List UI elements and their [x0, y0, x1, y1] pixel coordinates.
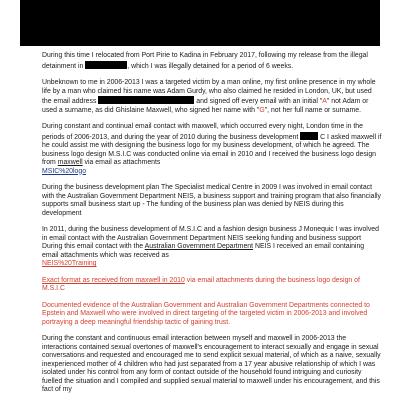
redaction-block: [300, 132, 318, 140]
link-msic-logo[interactable]: MSIC%20logo: [42, 167, 87, 175]
initial-a: A: [322, 98, 327, 105]
paragraph-specialist-medical-centre: During the business development plan The Specialist medical Centre in 2009 I was involved in email contact with the Australian Government Department NEIS, a business support and training program that also financially supports small business start up - The funding of the business plan was denied by NEIS during this development: [42, 184, 381, 217]
paragraph-relocation: During this time I relocated from Port Pirie to Kadina in February 2017, following my release from the illegal detainment in , which I was illegally detained for a period of 6 weeks.: [42, 52, 368, 70]
document-body: [42, 52, 382, 400]
paragraph-neis-contact: In 2011, during the business development of M.S.I.C and a fashion design business J Monequic I was involved in email contact with the Australian Government Department NEIS seeking funding and business support During this email contact with the Australian Government Department NEIS I received an email containing email attachments which was received as NEIS%20Training: [42, 226, 379, 267]
paragraph-logo-design: During constant and continual email contact with maxwell, which occurred every night, London time in the periods of 2006-2013, and during the year of 2010 during the business development C I asked maxwell if he could assist me with designing the business logo for my business development, of which he agreed. The business logo design M.S.I.C was conducted online via email in 2010 and I received the business logo design from maxwell via email as attachments MSIC%20logo: [42, 123, 382, 175]
paragraph-exact-format: Exact format as received from maxwell in 2010 via email attachments during the business logo design of M.S.I.C: [42, 276, 360, 292]
initial-g: G: [259, 106, 265, 114]
redaction-block-email: [98, 96, 194, 104]
redaction-block: [85, 61, 127, 69]
redaction-block-header: [20, 0, 380, 46]
link-neis-training[interactable]: NEIS%20Training: [42, 260, 97, 267]
paragraph-documented-evidence: Documented evidence of the Australian Government and Australian Government Departments connected to Epstein and Maxwell who were involved in direct targeting of the targeted victim in 2006-2013 and involved portraying a deep meaningful friendship tactic of gaining trust.: [42, 301, 370, 326]
paragraph-email-interaction: During the constant and continuous email interaction between myself and maxwell in 2006-2013 the interactions contained sexual overtones of maxwell's encouragement to interact sexually and engage in sexual conversations and requested and encouraged me to send explicit sexual material, of which as a naive, sexually inexperienced mother of 4 children who had just separated from a 17 year abusive relationship of which I was isolated under his control from any form of contact outside of the household found intriguing and curiosity fuelled the situation and I compiled and supplied sexual material to maxwell under his encouragement, and this fact of my: [42, 335, 381, 393]
paragraph-targeted-victim: Unbeknown to me in 2006-2013 I was a targeted victim by a man online, my first online presence in my whole life by a man who claimed his name was Adam Gurdy, who also claimed he resided in London, UK, but used the email address and signed off every email with an initial "A" not Adam or used a surname, as did Ghislaine Maxwell, who signed her name with "G", not her full name or surname.: [42, 79, 376, 114]
